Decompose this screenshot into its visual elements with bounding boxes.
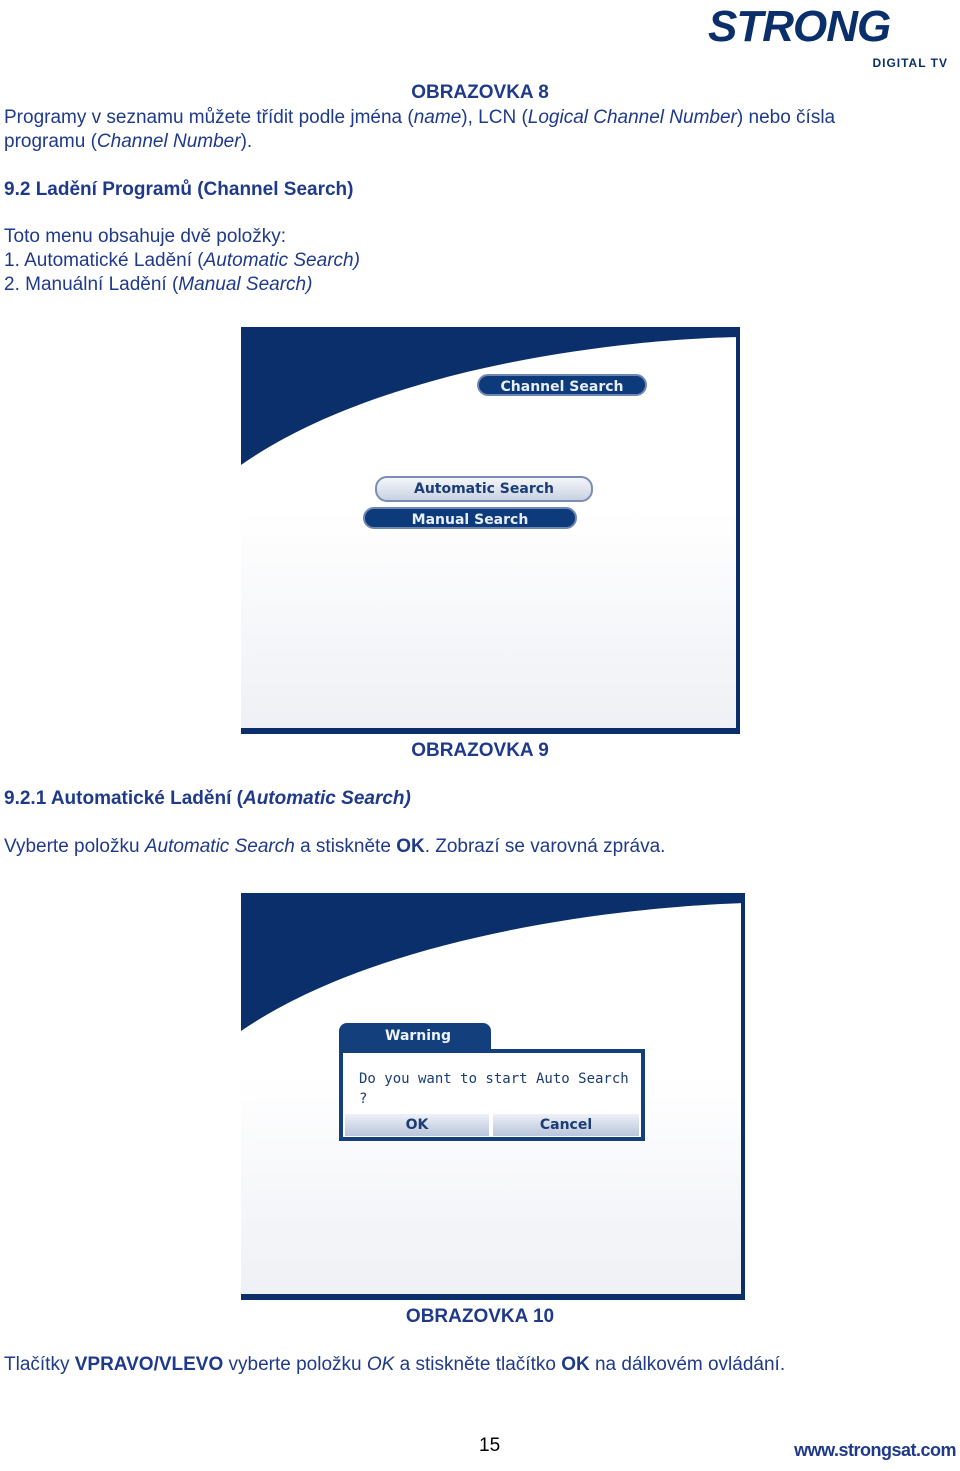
text: a stiskněte tlačítko [394, 1354, 562, 1375]
ok-button[interactable]: OK [345, 1114, 489, 1136]
section-heading-9-2-1 [4, 787, 411, 811]
menu-intro: Toto menu obsahuje dvě položky: [4, 226, 287, 247]
text: ). [240, 131, 253, 152]
warning-dialog-title: Warning [339, 1023, 491, 1053]
logo-subtitle: DIGITAL TV [872, 56, 948, 70]
paragraph-left-right [4, 1353, 785, 1377]
text-italic: Manual Search) [178, 274, 313, 295]
section-heading-9-2: 9.2 Ladění Programů (Channel Search) [4, 179, 354, 200]
text: na dálkovém ovládání. [589, 1354, 786, 1375]
cancel-button[interactable]: Cancel [493, 1114, 639, 1136]
text: Vyberte položku [4, 836, 145, 857]
manual-search-item[interactable]: Manual Search [363, 507, 577, 529]
text: . Zobrazí se varovná zpráva. [424, 836, 666, 857]
paragraph-select-auto [4, 835, 665, 859]
screen-right-border [741, 893, 745, 1300]
text-bold: OK [561, 1354, 590, 1375]
text-italic: Channel Number [96, 131, 241, 152]
text-italic: Automatic Search [144, 836, 295, 857]
text-italic: OK [366, 1354, 395, 1375]
menu-item-1 [4, 249, 360, 273]
caption-screen-8: OBRAZOVKA 8 [411, 82, 549, 103]
channel-search-title: Channel Search [477, 374, 647, 396]
text: programu ( [4, 131, 97, 152]
tv-screen-channel-search [241, 327, 740, 734]
text-bold: VPRAVO/VLEVO [74, 1354, 224, 1375]
text: Tlačítky [4, 1354, 75, 1375]
automatic-search-item[interactable]: Automatic Search [375, 476, 593, 502]
text: ), LCN ( [461, 107, 528, 128]
caption-screen-10: OBRAZOVKA 10 [405, 1306, 555, 1327]
menu-item-2 [4, 273, 312, 297]
caption-screen-9: OBRAZOVKA 9 [411, 740, 549, 761]
strong-logo [708, 2, 956, 72]
paragraph-sorting-line1 [4, 106, 835, 130]
text: 9.2.1 Automatické Ladění ( [4, 788, 243, 809]
text: a stiskněte [294, 836, 397, 857]
paragraph-sorting-line2 [4, 130, 252, 154]
screen-bottom-border [241, 728, 740, 734]
text: ) nebo čísla [736, 107, 836, 128]
text: vyberte položku [223, 1354, 367, 1375]
text-italic: name [413, 107, 462, 128]
text-italic: Automatic Search) [242, 788, 411, 809]
screen-right-border [736, 327, 740, 734]
footer-url: www.strongsat.com [794, 1440, 956, 1460]
text: 1. Automatické Ladění ( [4, 250, 204, 271]
logo-brand: STRONG [708, 2, 891, 51]
screen-bottom-border [241, 1294, 745, 1300]
text-italic: Automatic Search) [203, 250, 360, 271]
text-italic: Logical Channel Number [527, 107, 737, 128]
warning-message: Do you want to start Auto Search ? [359, 1071, 629, 1107]
text-bold: OK [396, 836, 425, 857]
text: 2. Manuální Ladění ( [4, 274, 179, 295]
tv-screen-warning [241, 893, 745, 1300]
text: Programy v seznamu můžete třídit podle jména ( [4, 107, 414, 128]
page-number: 15 [479, 1435, 501, 1456]
